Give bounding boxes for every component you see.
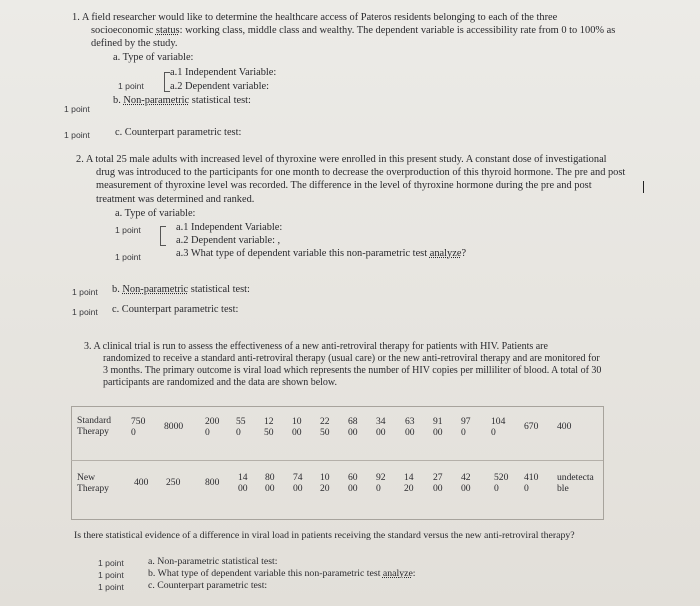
q1-a2-dependent: a.2 Dependent variable: xyxy=(170,81,269,92)
table-cell: 14 20 xyxy=(404,472,414,494)
q2-line1: 2. A total 25 male adults with increased level of thyroxine were enrolled in this present study. A constant dose of investigational xyxy=(76,154,607,165)
q2-a1-independent: a.1 Independent Variable: xyxy=(176,222,283,233)
q2-line3: measurement of thyroxine level was recorded. The difference in the level of thyroxine hormone during the pre and post xyxy=(96,180,592,191)
table-cell: 97 0 xyxy=(461,416,471,438)
table-cell: 200 0 xyxy=(205,416,220,438)
table-cell: 104 0 xyxy=(491,416,506,438)
q2-line2: drug was introduced to the participants for one month to decrease the overproduction of this thyroid hormone. The pre and post xyxy=(96,167,626,178)
table-cell: 14 00 xyxy=(238,472,248,494)
q2-brace xyxy=(160,226,166,246)
q2-part-b: b. Non-parametric statistical test: xyxy=(112,284,250,295)
q3-line4: participants are randomized and the data are shown below. xyxy=(103,377,337,388)
q2-a3-dependent-type: a.3 What type of dependent variable this non-parametric test analyze? xyxy=(176,248,467,259)
q1-point-a: 1 point xyxy=(118,81,144,91)
table-cell: 22 50 xyxy=(320,416,330,438)
table-cell: 74 00 xyxy=(293,472,303,494)
table-cell: 520 0 xyxy=(494,472,509,494)
table-cell: 10 00 xyxy=(292,416,302,438)
new-therapy-label: New Therapy xyxy=(77,472,109,494)
table-cell: 34 00 xyxy=(376,416,386,438)
q3-line1: 3. A clinical trial is run to assess the effectiveness of a new anti-retroviral therapy for patients with HIV. Patients are xyxy=(84,341,548,352)
table-cell: 10 20 xyxy=(320,472,330,494)
table-cell: 12 50 xyxy=(264,416,274,438)
q3-point-c: 1 point xyxy=(98,582,124,592)
table-cell: 800 xyxy=(205,477,220,488)
table-cell: 750 0 xyxy=(131,416,146,438)
table-cell: 670 xyxy=(524,421,539,432)
table-cell: 400 xyxy=(557,421,572,432)
table-cell: undetecta ble xyxy=(557,472,594,494)
q3-part-b: b. What type of dependent variable this non-parametric test analyze: xyxy=(148,568,416,579)
table-cell: 55 0 xyxy=(236,416,246,438)
q3-part-c: c. Counterpart parametric test: xyxy=(148,580,268,591)
text-cursor xyxy=(643,181,644,193)
table-cell: 42 00 xyxy=(461,472,471,494)
q1-a1-independent: a.1 Independent Variable: xyxy=(170,67,277,78)
q2-point-a1: 1 point xyxy=(115,225,141,235)
table-cell: 60 00 xyxy=(348,472,358,494)
table-cell: 92 0 xyxy=(376,472,386,494)
q1-part-c: c. Counterpart parametric test: xyxy=(115,127,242,138)
table-cell: 400 xyxy=(134,477,149,488)
q2-point-a3: 1 point xyxy=(115,252,141,262)
q3-line3: 3 months. The primary outcome is viral load which represents the number of HIV copies per milliliter of blood. A total of 30 xyxy=(103,365,602,376)
table-cell: 63 00 xyxy=(405,416,415,438)
table-cell: 80 00 xyxy=(265,472,275,494)
q2-part-c: c. Counterpart parametric test: xyxy=(112,304,239,315)
q3-point-b: 1 point xyxy=(98,570,124,580)
table-row-divider xyxy=(71,460,603,461)
q1-point-c: 1 point xyxy=(64,130,90,140)
table-cell: 410 0 xyxy=(524,472,539,494)
q3-part-a: a. Non-parametric statistical test: xyxy=(148,556,278,567)
q2-a2-dependent: a.2 Dependent variable: , xyxy=(176,235,281,246)
q1-part-a: a. Type of variable: xyxy=(113,52,194,63)
q2-part-a: a. Type of variable: xyxy=(115,208,196,219)
q1-line1: 1. A field researcher would like to determine the healthcare access of Pateros residents belonging to each of the three xyxy=(72,12,558,23)
standard-therapy-label: Standard Therapy xyxy=(77,415,112,437)
table-cell: 27 00 xyxy=(433,472,443,494)
q2-line4: treatment was determined and ranked. xyxy=(96,194,255,205)
q3-point-a: 1 point xyxy=(98,558,124,568)
table-cell: 8000 xyxy=(164,421,184,432)
table-cell: 91 00 xyxy=(433,416,443,438)
q3-line2: randomized to receive a standard anti-retroviral therapy (usual care) or the new anti-retroviral therapy and are monitored for xyxy=(103,353,600,364)
q1-line2: socioeconomic status: working class, middle class and wealthy. The dependent variable is accessibility rate from 0 to 100% as xyxy=(91,25,616,36)
table-cell: 250 xyxy=(166,477,181,488)
table-cell: 68 00 xyxy=(348,416,358,438)
q1-line3: defined by the study. xyxy=(91,38,178,49)
q1-point-b: 1 point xyxy=(64,104,90,114)
q1-part-b: b. Non-parametric statistical test: xyxy=(113,95,251,106)
q3-question: Is there statistical evidence of a difference in viral load in patients receiving the standard versus the new anti-retroviral therapy? xyxy=(74,530,575,541)
q2-point-c: 1 point xyxy=(72,307,98,317)
q2-point-b: 1 point xyxy=(72,287,98,297)
